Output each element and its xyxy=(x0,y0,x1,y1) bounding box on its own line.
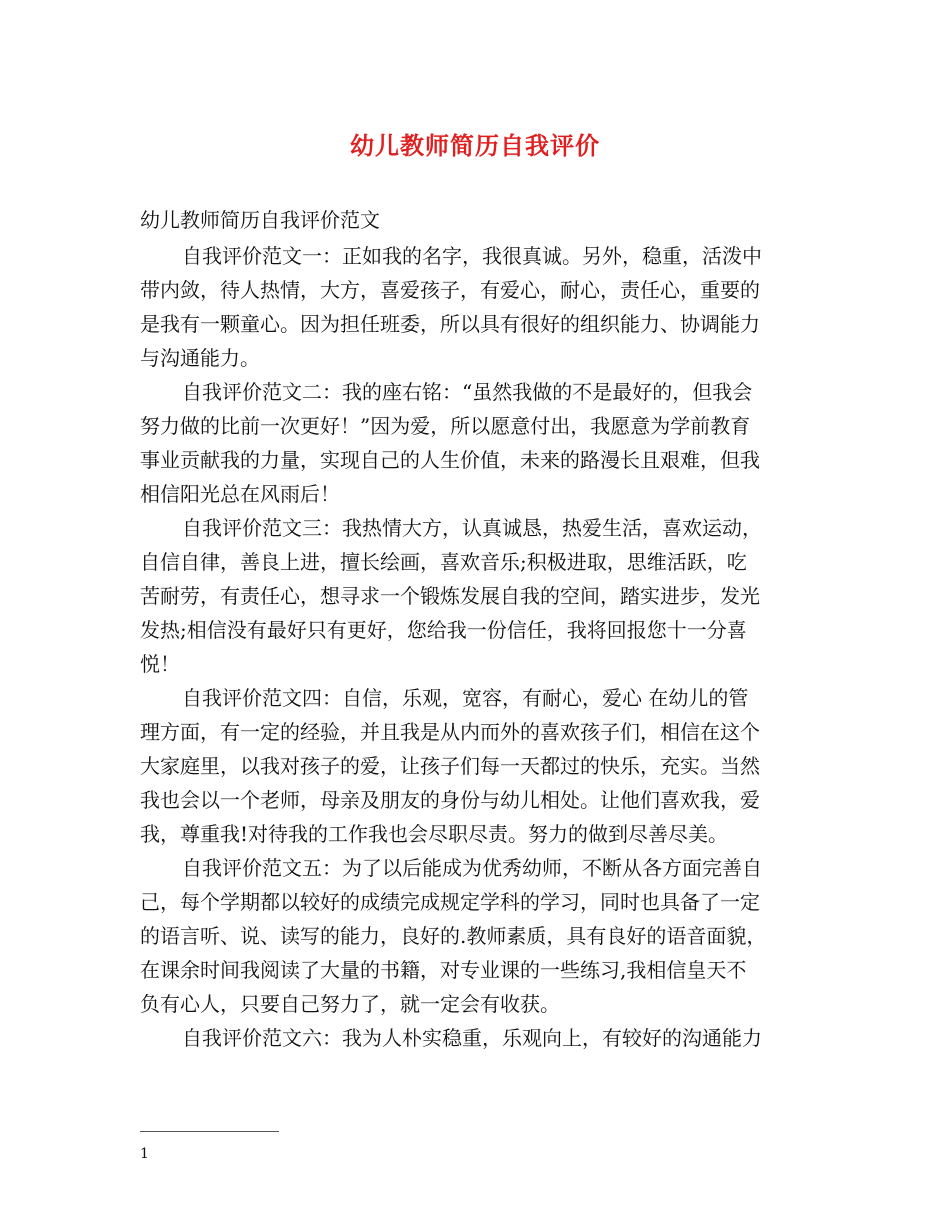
body-line: 自我评价范文三：我热情大方，认真诚恳，热爱生活，喜欢运动， xyxy=(182,516,762,540)
body-line: 我，尊重我!对待我的工作我也会尽职尽责。努力的做到尽善尽美。 xyxy=(140,822,729,846)
body-line: 是我有一颗童心。因为担任班委，所以具有很好的组织能力、协调能力 xyxy=(140,312,760,336)
body-line: 相信阳光总在风雨后！ xyxy=(140,482,340,506)
document-subtitle: 幼儿教师简历自我评价范文 xyxy=(140,208,380,232)
body-line: 自我评价范文五：为了以后能成为优秀幼师，不断从各方面完善自 xyxy=(182,856,762,880)
body-line: 自我评价范文四：自信，乐观，宽容，有耐心，爱心 在幼儿的管 xyxy=(182,686,749,710)
body-line: 事业贡献我的力量，实现自己的人生价值，未来的路漫长且艰难，但我 xyxy=(140,448,760,472)
body-line: 理方面，有一定的经验，并且我是从内而外的喜欢孩子们，相信在这个 xyxy=(140,720,760,744)
body-line: 负有心人，只要自己努力了，就一定会有收获。 xyxy=(140,992,560,1016)
body-line: 大家庭里，以我对孩子的爱，让孩子们每一天都过的快乐，充实。当然 xyxy=(140,754,760,778)
body-line: 在课余时间我阅读了大量的书籍，对专业课的一些练习,我相信皇天不 xyxy=(140,958,747,982)
body-line: 我也会以一个老师，母亲及朋友的身份与幼儿相处。让他们喜欢我，爱 xyxy=(140,788,760,812)
body-line: 己，每个学期都以较好的成绩完成规定学科的学习，同时也具备了一定 xyxy=(140,890,760,914)
body-line: 发热;相信没有最好只有更好，您给我一份信任，我将回报您十一分喜 xyxy=(140,618,747,642)
body-line: 的语言听、说、读写的能力，良好的.教师素质，具有良好的语音面貌， xyxy=(140,924,767,948)
body-line: 带内敛，待人热情，大方，喜爱孩子，有爱心，耐心，责任心，重要的 xyxy=(140,278,760,302)
body-line: 自信自律，善良上进，擅长绘画，喜欢音乐;积极进取，思维活跃，吃 xyxy=(140,550,747,574)
body-line: 与沟通能力。 xyxy=(140,346,260,370)
body-line: 自我评价范文六：我为人朴实稳重，乐观向上，有较好的沟通能力 xyxy=(182,1026,762,1050)
footer-divider xyxy=(140,1131,279,1132)
body-line: 自我评价范文一：正如我的名字，我很真诚。另外，稳重，活泼中 xyxy=(182,244,762,268)
body-line: 努力做的比前一次更好！”因为爱，所以愿意付出，我愿意为学前教育 xyxy=(140,414,751,438)
document-title: 幼儿教师简历自我评价 xyxy=(350,131,600,160)
body-line: 自我评价范文二：我的座右铭：“虽然我做的不是最好的，但我会 xyxy=(182,380,753,404)
body-line: 悦！ xyxy=(140,652,180,676)
body-line: 苦耐劳，有责任心，想寻求一个锻炼发展自我的空间，踏实进步，发光 xyxy=(140,584,760,608)
page-number: 1 xyxy=(140,1146,149,1162)
